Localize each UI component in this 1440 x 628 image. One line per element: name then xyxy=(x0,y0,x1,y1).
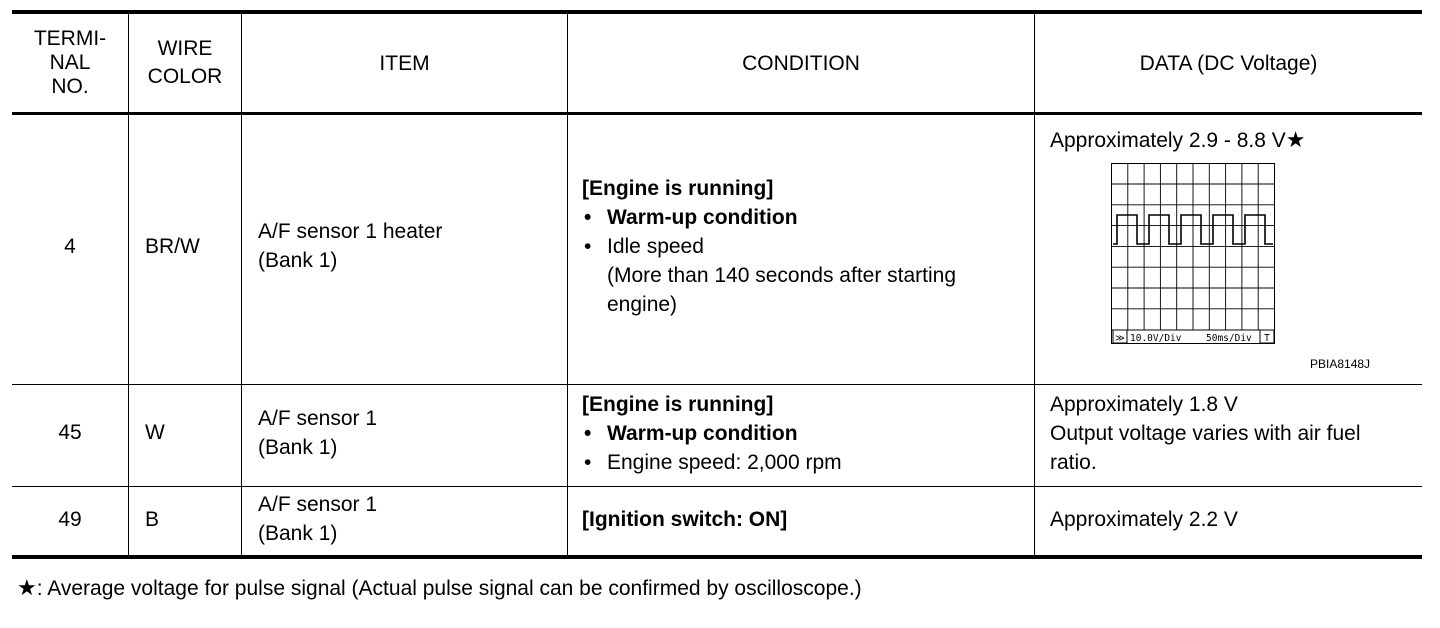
terminal-no: 45 xyxy=(58,421,82,444)
terminal-no: 49 xyxy=(58,508,82,531)
header-data: DATA (DC Voltage) xyxy=(1139,51,1318,75)
condition-bullet: • Warm-up condition xyxy=(582,203,956,232)
item-description xyxy=(258,217,442,275)
oscilloscope-waveform xyxy=(1111,163,1277,345)
item-description xyxy=(258,404,377,462)
header-terminal-no xyxy=(12,14,128,112)
table-bottom-rule xyxy=(12,555,1422,559)
header-item: ITEM xyxy=(379,51,430,75)
header-terminal-line: NAL xyxy=(49,51,91,74)
condition-title: [Ignition switch: ON] xyxy=(582,508,788,531)
terminal-no: 4 xyxy=(64,235,76,258)
wire-color: W xyxy=(145,421,165,444)
data-text: Approximately 2.9 - 8.8 V xyxy=(1050,129,1286,152)
item-line: A/F sensor 1 xyxy=(258,407,378,430)
data-line: Output voltage varies with air fuel xyxy=(1050,422,1361,445)
item-description xyxy=(258,490,377,548)
header-terminal-line: TERMI- xyxy=(33,27,107,50)
condition xyxy=(582,174,956,319)
data-line: Approximately 1.8 V xyxy=(1050,393,1238,416)
volt-per-div: 10.0V/Div xyxy=(1130,333,1182,344)
footnote-text: : Average voltage for pulse signal (Actual pulse signal can be confirmed by oscilloscope.) xyxy=(36,577,862,600)
header-wire-line: COLOR xyxy=(147,65,223,88)
data-value xyxy=(1050,125,1306,155)
header-bottom-rule xyxy=(12,112,1422,115)
scope-mark-icon: ≫ xyxy=(1115,333,1125,344)
wire-color: BR/W xyxy=(145,235,200,258)
condition-note: engine) xyxy=(607,293,678,316)
star-icon: ★ xyxy=(1285,127,1306,152)
condition-bullet: • Warm-up condition xyxy=(582,419,842,448)
wire-color: B xyxy=(145,508,160,531)
data-line: ratio. xyxy=(1050,451,1097,474)
row-divider xyxy=(12,384,1422,385)
header-wire-color xyxy=(129,14,241,112)
header-condition: CONDITION xyxy=(742,51,860,75)
condition-note: (More than 140 seconds after starting xyxy=(607,264,957,287)
item-line: A/F sensor 1 xyxy=(258,493,378,516)
header-wire-line: WIRE xyxy=(157,37,213,60)
condition-title: [Engine is running] xyxy=(582,177,774,200)
header-terminal-line: NO. xyxy=(51,75,89,98)
trigger-label: T xyxy=(1264,333,1270,344)
data-value xyxy=(1050,390,1361,477)
figure-id: PBIA8148J xyxy=(1310,357,1371,371)
item-line: (Bank 1) xyxy=(258,249,338,272)
item-line: (Bank 1) xyxy=(258,436,338,459)
time-per-div: 50ms/Div xyxy=(1206,333,1252,344)
condition xyxy=(582,390,842,477)
star-icon: ★ xyxy=(17,575,37,600)
data-value: Approximately 2.2 V xyxy=(1050,508,1238,531)
footnote xyxy=(17,573,862,603)
item-line: A/F sensor 1 heater xyxy=(258,220,443,243)
condition-bullet: • Idle speed xyxy=(582,232,956,261)
condition-bullet: • Engine speed: 2,000 rpm xyxy=(582,448,842,477)
item-line: (Bank 1) xyxy=(258,522,338,545)
row-divider xyxy=(12,486,1422,487)
condition-title: [Engine is running] xyxy=(582,393,774,416)
